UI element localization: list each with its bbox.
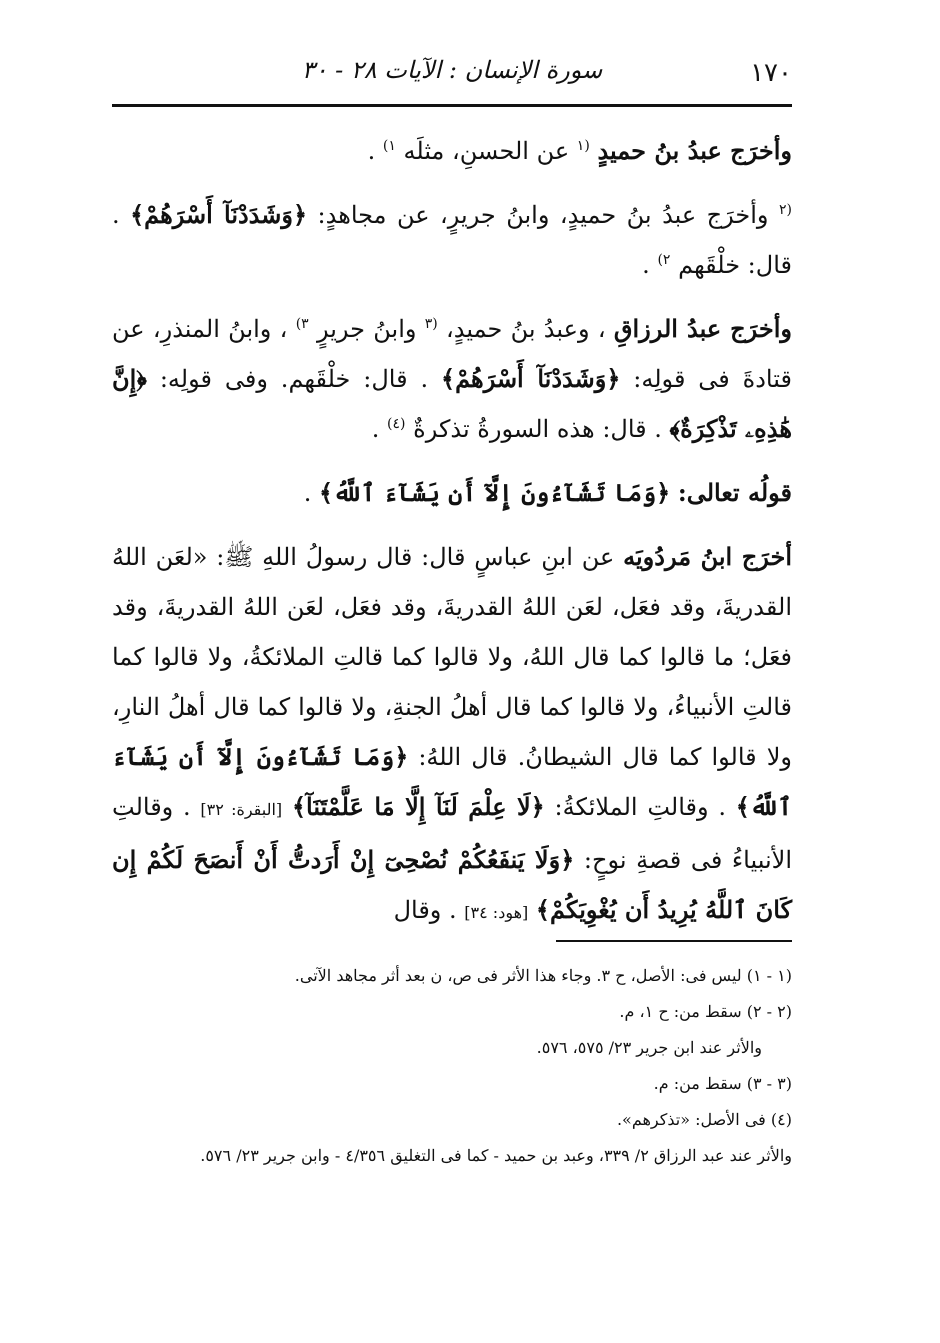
narration-lead: أخرَج ابنُ مَردُويَه bbox=[623, 542, 792, 571]
verse-reference: [البقرة: ٣٢] bbox=[200, 800, 283, 819]
paragraph-text: . قال: خلْقَهم. وفى قولِه: bbox=[159, 365, 429, 393]
quran-verse: ﴿وَمَا تَشَآءُونَ إِلَّآ أَن يَشَآءَ ٱللَّهُ﴾ bbox=[319, 478, 671, 507]
paragraph-3 bbox=[112, 304, 792, 454]
paragraph-end: . bbox=[642, 251, 650, 279]
verse-reference: [هود: ٣٤] bbox=[464, 903, 529, 922]
quran-verse: ﴿وَشَدَدْنَآ أَسْرَهُمْ﴾ bbox=[441, 364, 621, 393]
footnote-4: (٤) فى الأصل: «تذكرهم». bbox=[616, 1110, 792, 1129]
narration-lead: وأخرَج عبدُ بنُ حميدٍ bbox=[597, 136, 792, 165]
footnote-marker: ١) bbox=[382, 138, 396, 154]
paragraph-text: عن ابنِ عباسٍ قال: قال رسولُ اللهِ ﷺ: «لعَن اللهُ القدريةَ، وقد فعَل، لعَن اللهُ القدريةَ، وقد فعَل، لعَن اللهُ القدريةَ، وقد فعَل؛ ما قالوا كما قال اللهُ، ولا قالوا كما قالتِ الملائكةُ، ولا قالوا كما قالتِ الأنبياءُ، ولا قالوا كما قال أهلُ الجنةِ، ولا قالوا كما قال أهلُ النارِ، ولا قالوا كما قال الشيطانُ. قال اللهُ: bbox=[112, 543, 793, 771]
quran-verse: ﴿وَلَا يَنفَعُكُمْ نُصْحِىٓ إِنْ أَرَدتُّ أَنْ أَنصَحَ لَكُمْ إِن كَانَ ٱللَّهُ يُرِيدُ أَن يُغْوِيَكُمْ﴾ bbox=[112, 845, 792, 924]
footnote-3: (٣ - ٣) سقط من: م. bbox=[653, 1074, 792, 1093]
quran-verse: ﴿لَا عِلْمَ لَنَآ إِلَّا مَا عَلَّمْتَنَآ﴾ bbox=[291, 792, 545, 821]
paragraph-text: . قال: خلْقَهم bbox=[112, 201, 792, 279]
footnote-marker: ٣) bbox=[295, 316, 309, 332]
footnote-2-source: والأثر عند ابن جرير ٢٣/ ٥٧٥، ٥٧٦. bbox=[536, 1038, 762, 1057]
footnote-marker: ٢) bbox=[657, 252, 671, 268]
header-divider bbox=[112, 104, 792, 107]
running-title: سورة الإنسان : الآيات ٢٨ - ٣٠ bbox=[301, 56, 603, 84]
paragraph-2 bbox=[112, 190, 792, 290]
paragraph-end: . bbox=[371, 415, 380, 443]
section-heading: قولُه تعالى: bbox=[677, 478, 792, 507]
paragraph-5 bbox=[112, 532, 792, 938]
footnote-divider bbox=[556, 940, 792, 942]
paragraph-text: . وقالتِ الملائكةُ: bbox=[554, 793, 726, 821]
paragraph-text: وابنُ جريرٍ bbox=[316, 315, 417, 343]
paragraph-end: . bbox=[367, 137, 376, 165]
paragraph-1 bbox=[112, 126, 792, 176]
paragraph-text: . قال: هذه السورةُ تذكرةٌ bbox=[413, 415, 662, 443]
paragraph-text: وأخرَج عبدُ بنُ حميدٍ، وابنُ جريرٍ، عن مجاهدٍ: bbox=[317, 201, 769, 229]
footnote-2: (٢ - ٢) سقط من: ح ١، م. bbox=[619, 1002, 792, 1021]
footnotes bbox=[112, 958, 792, 1174]
page-number: ١٧٠ bbox=[750, 58, 792, 88]
footnote-1: (١ - ١) ليس فى: الأصل، ح ٣. وجاء هذا الأثر فى ص، ن بعد أثر مجاهد الآتى. bbox=[294, 966, 792, 985]
paragraph-end: . bbox=[303, 479, 312, 507]
paragraph-text: . وقال bbox=[393, 896, 457, 924]
footnote-marker: (٤) bbox=[387, 416, 406, 432]
quran-verse: ﴿إِنَّ هَٰذِهِۦ تَذْكِرَةٌ﴾ bbox=[112, 364, 792, 443]
paragraph-text: عن الحسنِ، مثلَه bbox=[403, 137, 570, 165]
paragraph-text: . وقالتِ الأنبياءُ فى قصةِ نوحٍ: bbox=[112, 793, 792, 874]
footnote-4-source: والأثر عند عبد الرزاق ٢/ ٣٣٩، وعبد بن حميد - كما فى التغليق ٤/٣٥٦ - وابن جرير ٢٣/ ٥٧٦. bbox=[200, 1146, 792, 1165]
footnote-marker: (٢ bbox=[778, 202, 792, 218]
page-header bbox=[112, 56, 792, 104]
quran-verse: ﴿وَشَدَدْنَآ أَسْرَهُمْ﴾ bbox=[130, 200, 308, 229]
quran-verse: ﴿وَمَا تَشَآءُونَ إِلَّآ أَن يَشَآءَ ٱللَّهُ﴾ bbox=[112, 742, 792, 821]
main-text bbox=[112, 120, 792, 952]
paragraph-4 bbox=[112, 468, 792, 518]
footnote-marker: (٣ bbox=[424, 316, 438, 332]
footnote-marker: (١ bbox=[576, 138, 590, 154]
narration-lead: وأخرَج عبدُ الرزاقِ bbox=[613, 314, 792, 343]
paragraph-text: ، وعبدُ بنُ حميدٍ، bbox=[446, 315, 606, 343]
paragraph-text: ، وابنُ المنذرِ، عن قتادةَ فى قولِه: bbox=[112, 315, 792, 393]
